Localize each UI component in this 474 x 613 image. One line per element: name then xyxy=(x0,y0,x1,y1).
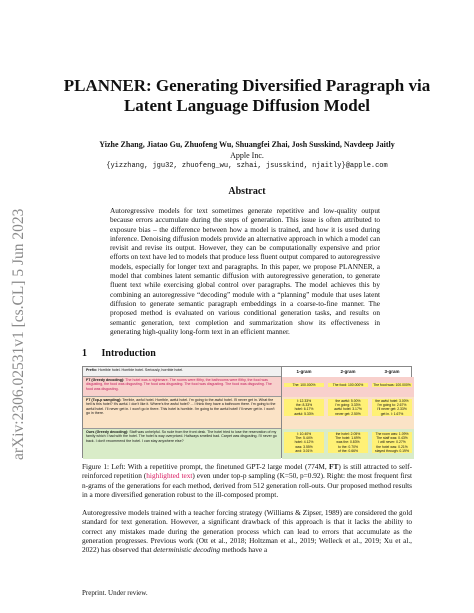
author-emails: {yizzhang, jgu32, zhuofeng_wu, szhai, jsusskind, njaitly}@apple.com xyxy=(106,162,388,170)
caption-ft: FT xyxy=(329,462,339,471)
figure-1 xyxy=(82,366,412,458)
topp-3gram-cell: the awful hotel: 3.00% I'm going to: 2.67% I'll never get: 2.33% get in. I: 1.67% xyxy=(372,399,412,416)
section-title: Introduction xyxy=(101,348,156,359)
figure-caption xyxy=(82,462,412,499)
header-2gram: 2-gram xyxy=(326,367,370,378)
caption-part-a: Figure 1: Left: With a repetitive prompt, the finetuned GPT-2 large model (774M, xyxy=(82,462,330,471)
ft-1gram-cell: The: 100.000% xyxy=(284,383,324,387)
ours-row xyxy=(83,429,281,459)
intro-paragraph xyxy=(82,508,412,554)
section-heading xyxy=(82,348,156,359)
topp-2gram-cell: the awful: 5.00% I'm going: 3.33% awful hotel: 3.17% never get: 2.50% xyxy=(328,399,368,416)
title-line-2: Latent Language Diffusion Model xyxy=(123,96,371,115)
ft-topp-label: FT (Top-p sampling): xyxy=(86,398,122,402)
abstract-heading: Abstract xyxy=(228,186,266,197)
prefix-text: Horrible hotel. Horrible hotel. Seriously, horrible hotel. xyxy=(98,368,184,372)
abstract-text: Autoregressive models for text sometimes generate repetitive and low-quality output because errors accumulate during the steps of generation. This issue is often attributed to exposure bias – the difference between how a model is trained, and how it is used during inference. Denoising diffusion models provide an alternative approach in which a model can revisit and revise its output. However, they can be computationally expensive and prior efforts on text have led to models that produce less fluent output compared to autoregressive models, especially for longer text and paragraphs. In this paper, we propose PLANNER, a model that combines latent semantic diffusion with autoregressive generation, to generate fluent text while exercising global control over paragraphs. The model achieves this by combining an autoregressive “decoding” module with a “planning” module that uses latent diffusion to generate semantic paragraph embeddings in a coarse-to-fine manner. The proposed method is evaluated on various conditional generation tasks, and results on semantic generation, text completion and summarization show its effectiveness in generating high-quality long-form text in an efficient manner. xyxy=(110,206,380,336)
caption-highlight: highlighted text xyxy=(146,471,193,481)
ours-text: Staff was unhelpful. So rude from the front desk. The hotel tried to lose the reservation of my family which I had with the hotel. The hotel is way overpriced. Hallways smelled bad. Carpet was disgusting. I'll never go back. I don't recommend the hotel. I can stay anywhere else? xyxy=(86,430,277,443)
topp-1gram-cell: I: 12.33% the: 8.33% hotel: 6.17% awful: 5.33% xyxy=(284,399,324,416)
figure-left-panel xyxy=(83,367,281,457)
header-1gram: 1-gram xyxy=(282,367,326,378)
paper-title xyxy=(60,76,434,116)
ours-1gram-cell: I: 10.40% The: 5.44% hotel: 4.12% was: 3.55% and: 3.01% xyxy=(284,432,324,453)
ft-greedy-row xyxy=(83,377,281,397)
header-3gram: 3-gram xyxy=(370,367,414,378)
section-number: 1 xyxy=(82,348,87,359)
caption-part-b: ) is still attracted to self-reinforced repetition ( xyxy=(82,462,413,481)
intro-part-a: Autoregressive models trained with a teacher forcing strategy (Williams & Zipser, 1989) are considered the gold standard for text generation. However, a significant drawback of this approach is that it lacks the ability to correct any mistakes made during the generation process which can lead to errors that accumulate as the generation progresses. Previous work (Ott et al., 2018; Holtzman et al., 2019; Welleck et al., 2019; Xu et al., 2022) has observed that xyxy=(82,508,412,555)
affiliation: Apple Inc. xyxy=(230,151,264,160)
intro-part-b: methods have a xyxy=(220,545,268,555)
ft-2gram-cell: The food: 100.000% xyxy=(328,383,368,387)
ours-label: Ours (Greedy decoding): xyxy=(86,430,129,434)
prefix-label: Prefix: xyxy=(86,368,98,372)
ours-2gram-cell: the hotel: 2.05% The hotel: 1.69% was the: 0.83% to the: 0.70% of the: 0.66% xyxy=(328,432,368,453)
figure-right-panel xyxy=(281,367,414,457)
ours-3gram-cell: The room was: 1.09% The staff was: 0.43% I will never: 0.27% the hotel was: 0.21% stayed through: 0.19% xyxy=(372,432,412,453)
intro-italic: deterministic decoding xyxy=(153,545,221,555)
arxiv-id-text: arXiv:2306.02531v1 [cs.CL] 5 Jun 2023 xyxy=(10,208,27,460)
arxiv-identifier xyxy=(3,160,33,460)
author-list: Yizhe Zhang, Jiatao Gu, Zhuofeng Wu, Shuangfei Zhai, Josh Susskind, Navdeep Jaitly xyxy=(99,140,395,149)
footer-note: Preprint. Under review. xyxy=(82,589,148,597)
caption-part-c: ) even under top-p sampling (K=50, p=0.92). Right: the most frequent first n-grams of the generations for each method, derived from 512 generation roll-outs. Our proposed method results in a more diversified generation robust to the ill-composed prompt. xyxy=(82,471,412,499)
title-line-1: PLANNER: Generating Diversified Paragraph via xyxy=(63,76,431,95)
ft-greedy-text: The hotel was a nightmare. The rooms were filthy, the bathrooms were filthy, the food was disgusting, the food was disgusting. The food was disgusting. The food was disgusting. The food was disgusting. The food was disgusting. xyxy=(86,378,272,391)
prefix-row xyxy=(83,367,281,377)
ft-3gram-cell: The food was: 100.000% xyxy=(373,383,411,387)
ft-greedy-label: FT (Greedy decoding): xyxy=(86,378,125,382)
ft-topp-text: Terrible, awful hotel. Horrible, awful hotel. I'm going to the awful hotel. I'll never get in. What the hell is this hotel? It's awful. I don't like it. Where's the awful hotel? ... I think they have a bathroom there. I'm going to the awful hotel. I'll never get in. I won't go in there. This hotel is horrible. I'm going to the awful hotel! I'll never get in. I won't go in there. xyxy=(86,398,276,416)
ft-topp-row xyxy=(83,397,281,429)
